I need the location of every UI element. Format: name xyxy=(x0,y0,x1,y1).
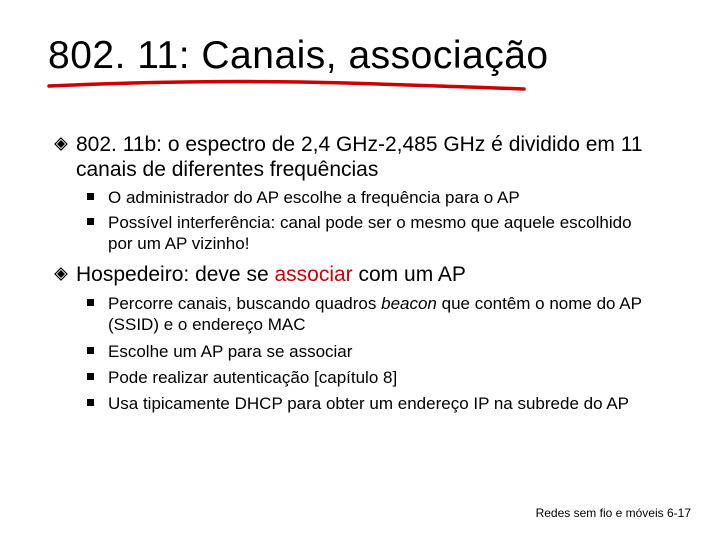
square-bullet-icon xyxy=(87,193,94,200)
sub-bullet-text: O administrador do AP escolhe a frequência para o AP xyxy=(108,188,520,207)
bullet-text-before: Hospedeiro: deve se xyxy=(76,263,275,286)
sub-bullet-authentication xyxy=(87,367,657,388)
italic-term: beacon xyxy=(381,294,437,313)
sub-bullet-admin xyxy=(87,187,657,208)
square-bullet-icon xyxy=(87,218,94,225)
sub-bullet-text: Possível interferência: canal pode ser o mesmo que aquele escolhido por um AP vizinho! xyxy=(108,213,632,253)
square-bullet-icon xyxy=(87,373,94,380)
bullet-text: 802. 11b: o espectro de 2,4 GHz-2,485 GHz é dividido em 11 canais de diferentes frequências xyxy=(76,133,643,181)
diamond-bullet-icon xyxy=(54,267,68,281)
slide-footer: Redes sem fio e móveis 6-17 xyxy=(535,506,691,520)
title-underline xyxy=(46,78,531,92)
sub-bullet-text-before: Percorre canais, buscando quadros xyxy=(108,294,382,313)
sub-bullet-scan-channels xyxy=(87,293,657,335)
sub-bullet-dhcp xyxy=(87,393,657,414)
diamond-bullet-icon xyxy=(54,137,68,151)
sub-bullet-text: Pode realizar autenticação [capítulo 8] xyxy=(108,368,398,387)
bullet-host-association xyxy=(54,262,694,287)
highlighted-term: associar xyxy=(274,263,353,286)
bullet-channels xyxy=(54,132,694,182)
slide-title: 802. 11: Canais, associação xyxy=(48,34,549,77)
square-bullet-icon xyxy=(87,299,94,306)
bullet-text-after: com um AP xyxy=(352,263,466,286)
bullet-text xyxy=(76,262,694,287)
sub-bullet-text-after: que contêm o nome do AP (SSID) e o endereço MAC xyxy=(108,294,642,334)
square-bullet-icon xyxy=(87,347,94,354)
sub-bullet-interference xyxy=(87,212,657,254)
sub-bullet-text xyxy=(108,293,657,335)
sub-bullet-text: Usa tipicamente DHCP para obter um endereço IP na subrede do AP xyxy=(108,394,630,413)
sub-bullet-choose-ap xyxy=(87,341,657,362)
sub-bullet-text: Escolhe um AP para se associar xyxy=(108,342,353,361)
square-bullet-icon xyxy=(87,399,94,406)
